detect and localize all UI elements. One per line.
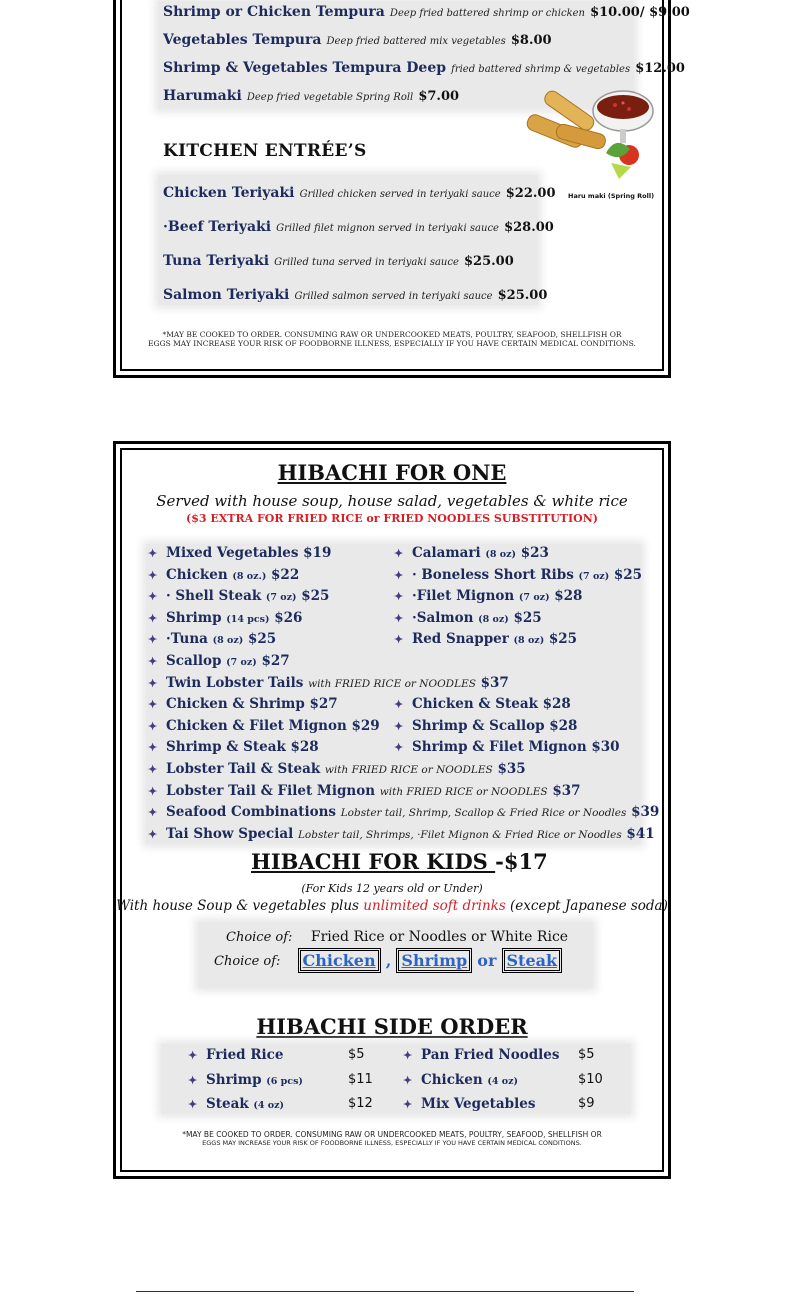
kids-includes (116, 898, 668, 914)
item-price: $5 (348, 1047, 365, 1062)
raw-food-warning-2 (116, 1130, 668, 1148)
kids-title (251, 849, 548, 874)
item-price: $27 (309, 696, 338, 713)
item-name: Salmon Teriyaki (163, 287, 290, 303)
protein-shrimp: Shrimp (396, 948, 472, 973)
item-name: ·Salmon (412, 609, 474, 626)
item-price: $26 (274, 609, 303, 626)
hibachi-item (148, 696, 338, 712)
item-name: Shrimp & Vegetables Tempura Deep (163, 60, 447, 76)
hibachi-item (394, 610, 542, 626)
hibachi-item (148, 826, 655, 842)
item-price: $22.00 (505, 186, 556, 201)
bullet-icon: ✦ (148, 698, 158, 712)
menu-row (163, 85, 459, 104)
item-desc: with FRIED RICE or NOODLES (379, 785, 548, 798)
spring-roll-photo (511, 85, 661, 185)
hibachi-item (148, 804, 659, 820)
item-name: Mix Vegetables (421, 1096, 536, 1112)
bullet-icon: ✦ (394, 590, 404, 604)
item-name: · Shell Steak (166, 588, 262, 605)
warning-line-1: *MAY BE COOKED TO ORDER. CONSUMING RAW OR UNDERCOOKED MEATS, POULTRY, SEAFOOD, SHELLFISH OR (162, 330, 622, 339)
bullet-icon: ✦ (394, 611, 404, 625)
item-price: $23 (520, 545, 549, 561)
side-item (403, 1096, 623, 1112)
side-item (188, 1072, 408, 1088)
item-price: $25.00 (497, 288, 548, 303)
warning-line-2: EGGS MAY INCREASE YOUR RISK OF FOODBORNE ILLNESS, ESPECIALLY IF YOU HAVE CERTAIN MEDICAL CONDITIONS. (202, 1139, 582, 1147)
bullet-icon: ✦ (188, 1098, 198, 1111)
item-price: $37 (552, 782, 581, 799)
menu-row (163, 1, 690, 20)
item-name: Shrimp & Filet Mignon (412, 739, 587, 756)
item-name: ·Tuna (166, 631, 208, 648)
item-price: $5 (578, 1047, 595, 1062)
item-size: (7 oz) (265, 592, 297, 604)
item-name: Fried Rice (206, 1047, 284, 1063)
protein-sep-1: , (385, 951, 392, 970)
bullet-icon: ✦ (148, 763, 158, 776)
item-price: $12 (348, 1096, 373, 1111)
choice-label-2: Choice of: (214, 954, 281, 969)
hibachi-item (394, 631, 577, 647)
item-price: $28 (549, 717, 578, 734)
item-size: (4 oz) (487, 1075, 519, 1087)
item-size: (4 oz) (253, 1100, 285, 1111)
hibachi-item (148, 545, 331, 561)
item-price: $9 (578, 1096, 595, 1111)
protein-chicken: Chicken (298, 948, 381, 973)
hibachi-item (394, 545, 549, 561)
item-price: $30 (591, 739, 620, 756)
bullet-icon: ✦ (394, 633, 404, 647)
bullet-icon: ✦ (148, 633, 158, 647)
warning-line-1: *MAY BE COOKED TO ORDER. CONSUMING RAW OR UNDERCOOKED MEATS, POULTRY, SEAFOOD, SHELLFISH OR (182, 1130, 602, 1139)
hibachi-item (394, 696, 571, 712)
item-size: (7 oz) (226, 657, 257, 668)
item-size: (7 oz) (578, 570, 610, 582)
item-price: $28 (554, 588, 583, 605)
item-name: Vegetables Tempura (163, 32, 322, 48)
item-size: (8 oz) (513, 635, 545, 647)
item-price: $39 (631, 804, 660, 821)
hibachi-item (148, 588, 329, 604)
item-size: (14 pcs) (226, 613, 270, 625)
bullet-icon: ✦ (148, 827, 158, 841)
item-price: $25 (247, 631, 277, 648)
item-price: $11 (348, 1071, 373, 1087)
item-name: Chicken & Steak (412, 696, 538, 713)
item-name: Steak (206, 1096, 249, 1112)
item-price: $25 (513, 609, 542, 626)
item-desc: Deep fried vegetable Spring Roll (246, 92, 414, 103)
item-desc: Grilled chicken served in teriyaki sauce (299, 189, 501, 200)
item-name: Twin Lobster Tails (166, 674, 304, 691)
item-price: $19 (303, 545, 332, 561)
kids-choice-row-2 (214, 948, 562, 973)
bullet-icon: ✦ (188, 1073, 198, 1087)
hibachi-item (148, 718, 380, 734)
item-desc: Grilled filet mignon served in teriyaki sauce (276, 223, 499, 234)
protein-steak: Steak (502, 948, 563, 973)
item-name: Lobster Tail & Filet Mignon (166, 782, 376, 799)
item-name: Red Snapper (412, 631, 509, 648)
bullet-icon: ✦ (148, 719, 158, 733)
hibachi-item (148, 610, 302, 626)
item-price: $25.00 (463, 254, 514, 269)
item-price: $25 (301, 588, 330, 605)
item-name: · Boneless Short Ribs (412, 566, 574, 583)
hibachi-item (148, 739, 319, 755)
page-footer-rule (136, 1291, 634, 1292)
item-name: Chicken (421, 1071, 483, 1088)
side-item (403, 1072, 623, 1088)
item-name: Chicken & Shrimp (166, 696, 305, 713)
item-name: Scallop (166, 653, 222, 669)
item-size: (6 pcs) (266, 1075, 303, 1087)
item-name: Shrimp & Scallop (412, 717, 545, 734)
bullet-icon: ✦ (148, 741, 158, 755)
item-price: $29 (351, 717, 380, 734)
item-price: $28.00 (504, 220, 554, 235)
item-desc: fried battered shrimp & vegetables (451, 64, 631, 75)
item-size: (8 oz) (485, 549, 516, 560)
kids-title-text: HIBACHI FOR KIDS (251, 849, 496, 874)
hibachi-item (148, 783, 581, 799)
hibachi-item (148, 567, 299, 583)
item-price: $8.00 (510, 33, 552, 48)
item-name: Shrimp & Steak (166, 739, 286, 756)
menu-row (163, 216, 554, 235)
menu-card-appetizers (113, 0, 690, 378)
item-desc: Lobster tail, Shrimps, ·Filet Mignon & Fried Rice or Noodles (297, 828, 622, 841)
warning-line-2: EGGS MAY INCREASE YOUR RISK OF FOODBORNE ILLNESS, ESPECIALLY IF YOU HAVE CERTAIN MEDICAL CONDITIONS. (148, 339, 636, 348)
bullet-icon: ✦ (148, 590, 158, 604)
kids-price: -$17 (495, 849, 548, 874)
item-size: (8 oz) (478, 613, 509, 625)
bullet-icon: ✦ (394, 698, 404, 712)
bullet-icon: ✦ (403, 1049, 413, 1062)
item-name: Seafood Combinations (166, 804, 336, 821)
bullet-icon: ✦ (148, 676, 158, 690)
bullet-icon: ✦ (403, 1098, 413, 1111)
item-size: (8 oz) (212, 635, 244, 647)
menu-row (163, 57, 685, 76)
item-name: Tai Show Special (166, 825, 294, 842)
item-name: Calamari (412, 545, 481, 561)
bullet-icon: ✦ (148, 655, 158, 668)
item-price: $25 (613, 566, 643, 583)
item-name: Lobster Tail & Steak (166, 761, 321, 777)
hibachi-one-title: HIBACHI FOR ONE (277, 460, 507, 485)
item-price: $10.00/ $9.00 (590, 5, 690, 20)
bullet-icon: ✦ (188, 1049, 198, 1062)
kids-includes-c: (except Japanese soda) (505, 898, 668, 914)
hibachi-one-subtitle: Served with house soup, house salad, vegetables & white rice (156, 492, 628, 510)
side-item (403, 1047, 623, 1063)
item-name: Shrimp (166, 609, 222, 626)
item-price: $27 (261, 653, 290, 669)
item-name: Pan Fried Noodles (421, 1047, 560, 1063)
item-name: Tuna Teriyaki (163, 253, 270, 269)
bullet-icon: ✦ (148, 568, 158, 582)
menu-row (163, 182, 556, 201)
spring-roll-caption: Haru maki (Spring Roll) (568, 192, 655, 200)
bullet-icon: ✦ (394, 568, 404, 582)
side-item (188, 1096, 408, 1112)
item-price: $22 (271, 566, 300, 583)
menu-row (163, 29, 552, 48)
item-size: (7 oz) (518, 592, 550, 604)
bullet-icon: ✦ (148, 806, 158, 820)
hibachi-item (148, 675, 509, 691)
item-name: Harumaki (163, 88, 242, 104)
item-size: (8 oz.) (232, 570, 267, 582)
bullet-icon: ✦ (394, 547, 404, 560)
item-name: ·Filet Mignon (412, 588, 515, 605)
bullet-icon: ✦ (148, 611, 158, 625)
item-name: Shrimp or Chicken Tempura (163, 4, 385, 20)
item-name: Chicken (166, 566, 228, 583)
choice-label-1: Choice of: (226, 930, 293, 945)
item-desc: with FRIED RICE or NOODLES (308, 677, 476, 690)
item-price: $7.00 (418, 89, 460, 104)
item-price: $41 (626, 825, 655, 842)
kitchen-heading: KITCHEN ENTRÉE’S (163, 141, 367, 161)
item-name: Chicken & Filet Mignon (166, 717, 347, 734)
item-desc: Grilled tuna served in teriyaki sauce (274, 257, 459, 268)
hibachi-item (394, 718, 577, 734)
item-price: $28 (290, 739, 319, 756)
item-name: ·Beef Teriyaki (163, 219, 272, 235)
kids-includes-a: With house Soup & vegetables plus (116, 898, 364, 914)
item-price: $25 (548, 631, 578, 648)
item-desc: Deep fried battered shrimp or chicken (389, 8, 585, 19)
item-name: Chicken Teriyaki (163, 185, 295, 201)
item-desc: Deep fried battered mix vegetables (326, 36, 506, 47)
item-price: $12.00 (635, 61, 685, 76)
raw-food-warning (116, 330, 668, 348)
hibachi-item (148, 761, 526, 777)
item-desc: with FRIED RICE or NOODLES (324, 764, 493, 776)
bullet-icon: ✦ (148, 547, 158, 560)
hibachi-item (394, 567, 642, 583)
bullet-icon: ✦ (148, 784, 158, 798)
side-item (188, 1047, 408, 1063)
hibachi-item (148, 631, 276, 647)
menu-card-hibachi (113, 441, 671, 1179)
item-price: $10 (578, 1071, 603, 1087)
substitution-note: ($3 EXTRA FOR FRIED RICE or FRIED NOODLES SUBSTITUTION) (186, 512, 598, 525)
hibachi-item (394, 588, 582, 604)
item-desc: Lobster tail, Shrimp, Scallop & Fried Rice or Noodles (340, 807, 627, 820)
item-name: Shrimp (206, 1071, 262, 1088)
item-name: Mixed Vegetables (166, 545, 299, 561)
kids-age-note: (For Kids 12 years old or Under) (301, 882, 483, 895)
menu-row (163, 250, 514, 269)
item-price: $28 (542, 696, 571, 713)
menu-row (163, 284, 547, 303)
bullet-icon: ✦ (394, 741, 404, 755)
item-price: $37 (480, 674, 509, 691)
bullet-icon: ✦ (394, 719, 404, 733)
protein-sep-2: or (477, 951, 497, 970)
item-desc: Grilled salmon served in teriyaki sauce (294, 291, 493, 302)
starch-choices: Fried Rice or Noodles or White Rice (310, 929, 569, 945)
item-price: $35 (497, 761, 526, 777)
kids-soft-drinks: unlimited soft drinks (363, 898, 506, 914)
kids-choice-row-1 (226, 929, 568, 945)
hibachi-item (148, 653, 290, 669)
side-order-title: HIBACHI SIDE ORDER (256, 1014, 528, 1039)
hibachi-item (394, 739, 620, 755)
bullet-icon: ✦ (403, 1073, 413, 1087)
